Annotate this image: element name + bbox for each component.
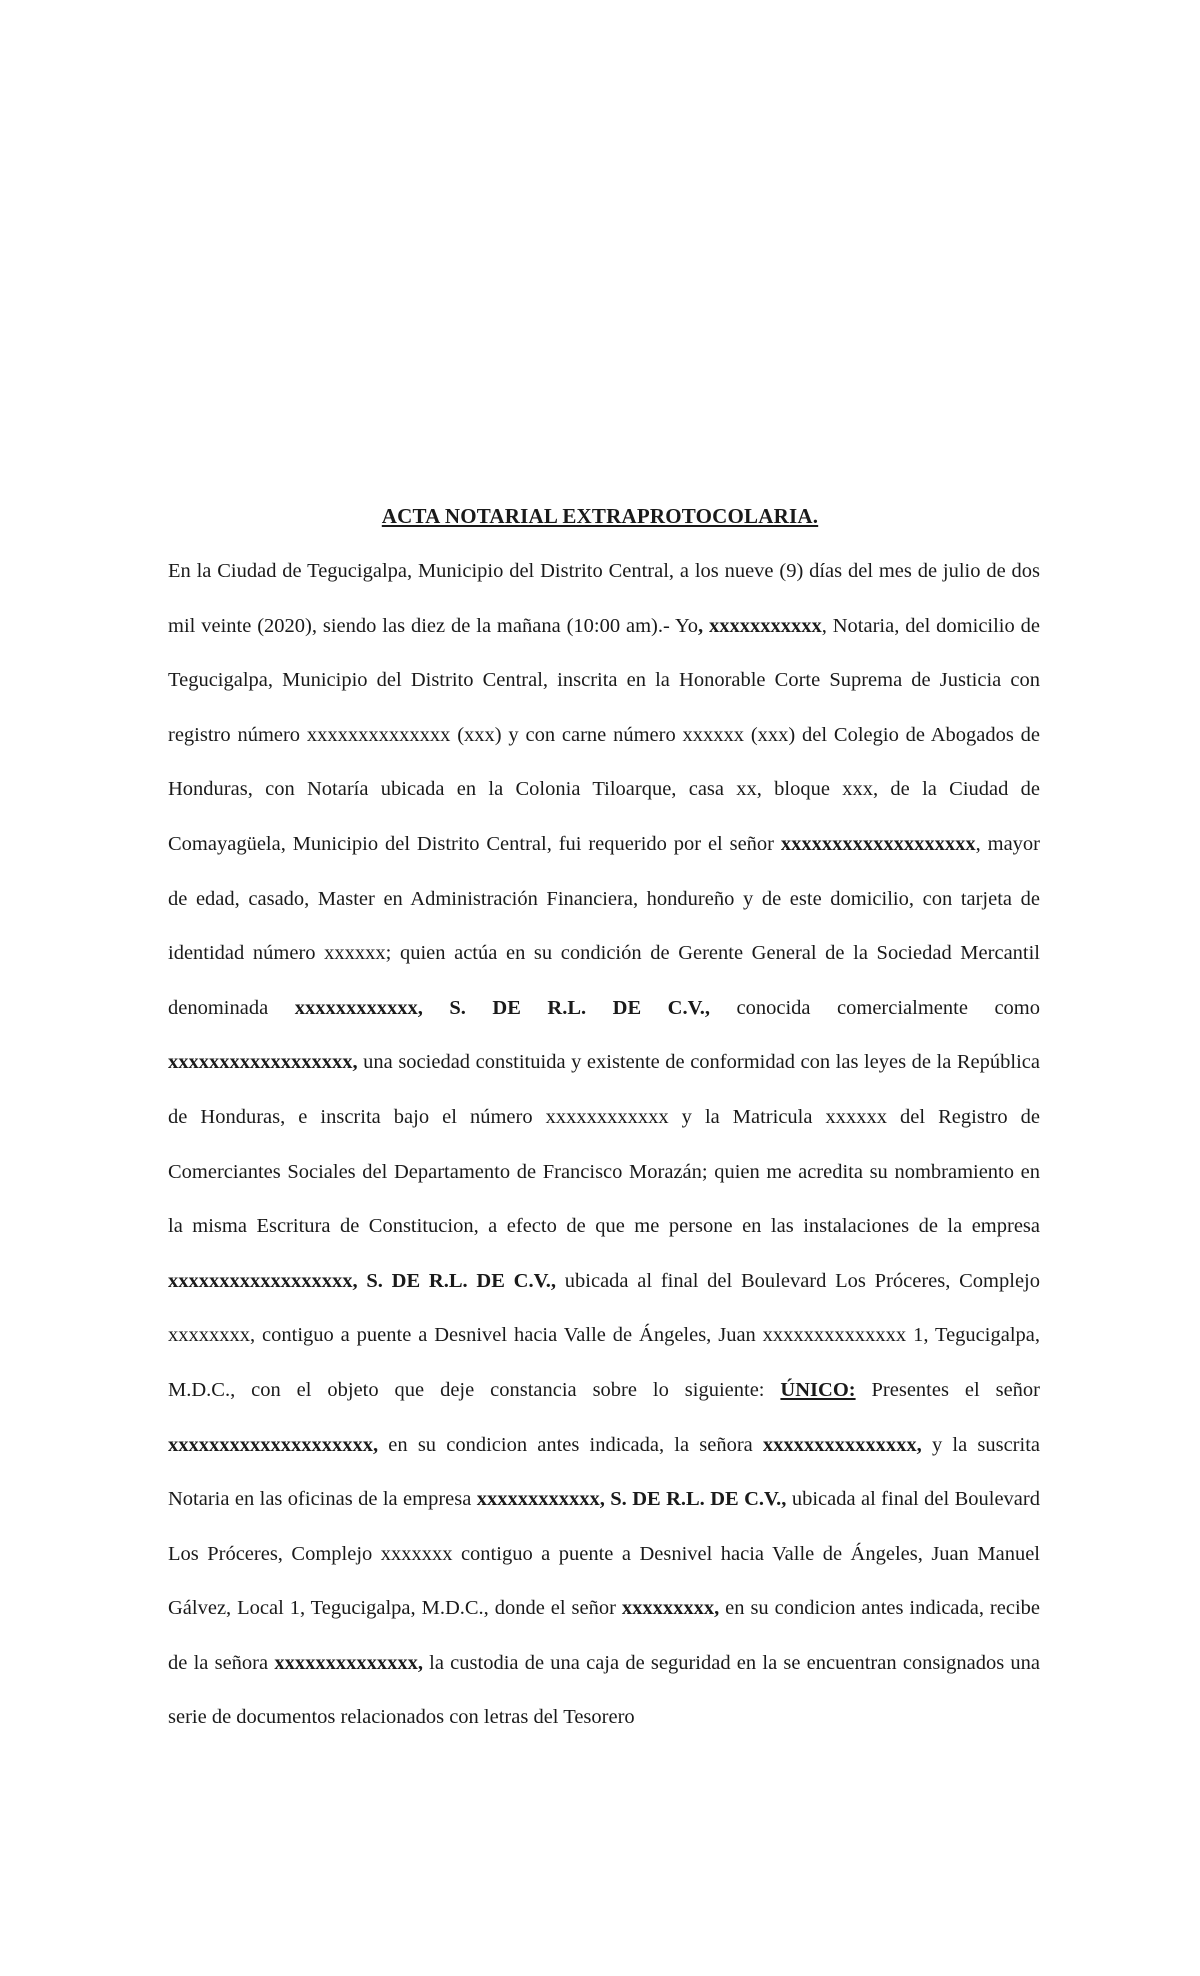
document-title: ACTA NOTARIAL EXTRAPROTOCOLARIA. xyxy=(381,504,819,528)
body-segment: conocida comercialmente como xyxy=(710,996,1040,1019)
unico-label: ÚNICO: xyxy=(780,1378,856,1401)
body-segment: la custodia de una caja de seguridad en la se encuentran consignados una serie de documentos relacionados con letras del Tesorero xyxy=(168,1651,1040,1729)
body-segment: Presentes el señor xyxy=(855,1378,1040,1401)
present-woman-name: xxxxxxxxxxxxxxx, xyxy=(762,1433,922,1456)
body-segment: y la suscrita Notaria en las oficinas de la empresa xyxy=(168,1433,1040,1511)
document-body xyxy=(168,544,1040,1745)
receiving-man-name: xxxxxxxxx, xyxy=(621,1597,720,1620)
body-segment: ubicada al final del Boulevard Los Próceres, Complejo xxxxxxx contiguo a puente a Desnivel hacia Valle de Ángeles, Juan Manuel Gálvez, Local 1, Tegucigalpa, M.D.C., donde el señor xyxy=(168,1488,1040,1620)
body-segment: , Notaria, del domicilio de Tegucigalpa, Municipio del Distrito Central, inscrita en la Honorable Corte Suprema de Justicia con registro número xxxxxxxxxxxxxx (xxx) y con carne número xxxxxx (xxx) del Colegio de Abogados de Honduras, con Notaría ubicada en la Colonia Tiloarque, casa xx, bloque xxx, de la Ciudad de Comayagüela, Municipio del Distrito Central, fui requerido por el señor xyxy=(168,614,1040,855)
body-segment: en su condicion antes indicada, la señora xyxy=(378,1433,763,1456)
notary-name: xxxxxxxxxxx xyxy=(708,614,822,637)
company-legal-name: xxxxxxxxxxxx, S. DE R.L. DE C.V., xyxy=(294,996,710,1019)
body-segment: , xyxy=(697,614,704,637)
body-segment: en su condicion antes indicada, recibe de la señora xyxy=(168,1597,1040,1674)
company-trade-name: xxxxxxxxxxxxxxxxxx, xyxy=(168,1051,358,1074)
requester-name: xxxxxxxxxxxxxxxxxxx xyxy=(780,832,976,855)
delivering-woman-name: xxxxxxxxxxxxxx, xyxy=(274,1651,423,1674)
company-legal-name: xxxxxxxxxxxx, S. DE R.L. DE C.V., xyxy=(476,1488,787,1511)
body-segment: En la Ciudad de Tegucigalpa, Municipio del Distrito Central, a los nueve (9) días del mes de julio de dos mil veinte (2020), siendo las diez de la mañana (10:00 am).- Yo xyxy=(168,560,1040,637)
body-segment: una sociedad constituida y existente de conformidad con las leyes de la República de Honduras, e inscrita bajo el número xxxxxxxxxxxx y la Matricula xxxxxx del Registro de Comerciantes Sociales del Departamento de Francisco Morazán; quien me acredita su nombramiento en la misma Escritura de Constitucion, a efecto de que me persone en las instalaciones de la empresa xyxy=(168,1051,1040,1238)
present-man-name: xxxxxxxxxxxxxxxxxxxx, xyxy=(168,1433,379,1456)
body-segment: ubicada al final del Boulevard Los Próceres, Complejo xxxxxxxx, contiguo a puente a Desnivel hacia Valle de Ángeles, Juan xxxxxxxxxxxxxx 1, Tegucigalpa, M.D.C., con el objeto que deje constancia sobre lo siguiente: xyxy=(168,1269,1040,1401)
body-segment: , mayor de edad, casado, Master en Administración Financiera, hondureño y de este domicilio, con tarjeta de identidad número xxxxxx; quien actúa en su condición de Gerente General de la Sociedad Mercantil denominada xyxy=(168,832,1041,1019)
company-legal-name: xxxxxxxxxxxxxxxxxx, S. DE R.L. DE C.V., xyxy=(168,1269,557,1292)
